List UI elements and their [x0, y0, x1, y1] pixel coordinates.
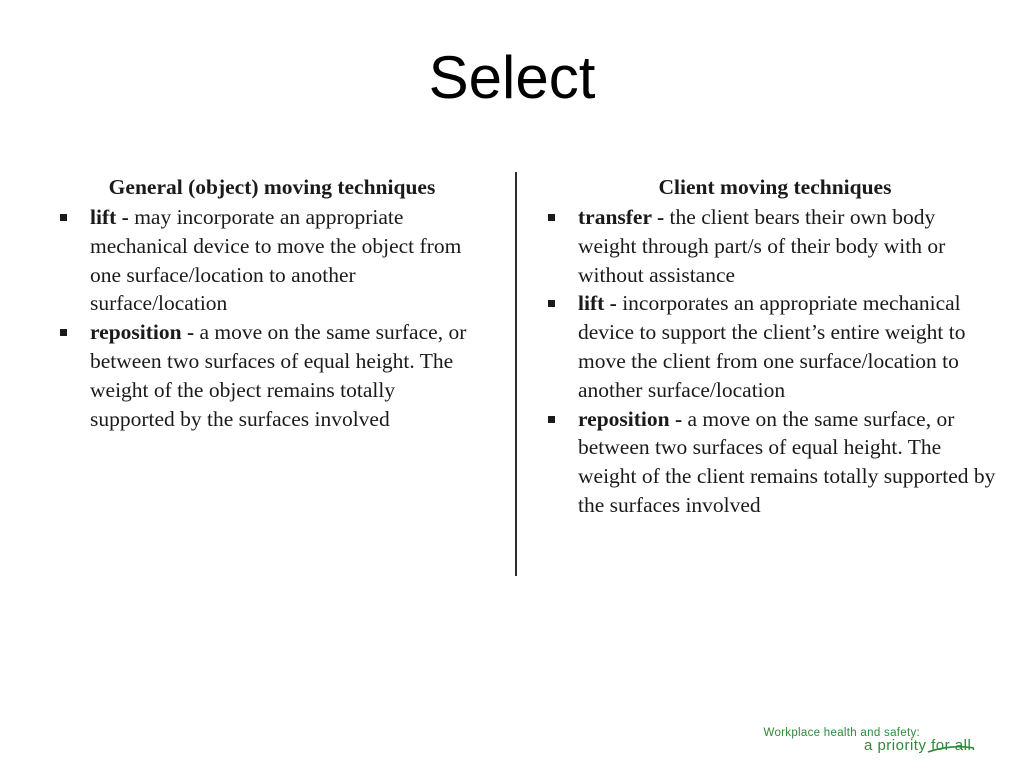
item-term: reposition - — [578, 406, 683, 431]
list-item — [546, 405, 996, 520]
footer-tagline-line1: Workplace health and safety: — [763, 727, 920, 739]
square-bullet-icon — [60, 329, 67, 336]
item-term: transfer - — [578, 205, 665, 229]
square-bullet-icon — [548, 416, 555, 423]
general-techniques-heading: General (object) moving techniques — [108, 175, 436, 199]
item-description: incorporates an appropriate mechanical device to support the client’s entire weight to move the client from one surface/location to another surface/location — [578, 291, 966, 402]
slide-title: Select — [428, 44, 596, 111]
general-techniques-column — [58, 173, 478, 433]
item-term: lift - — [578, 291, 617, 316]
list-item — [546, 289, 996, 404]
client-techniques-list — [546, 203, 996, 520]
square-bullet-icon — [548, 214, 555, 221]
item-term: reposition - — [90, 320, 195, 345]
swoosh-icon — [926, 742, 976, 754]
square-bullet-icon — [60, 214, 67, 221]
square-bullet-icon — [548, 300, 555, 307]
list-item — [58, 203, 478, 318]
list-item — [58, 318, 478, 433]
footer-logo — [748, 724, 988, 760]
footer-tagline-line2: a priority for all. — [863, 737, 976, 754]
item-term: lift - — [90, 205, 129, 229]
column-divider — [515, 172, 517, 576]
client-techniques-column — [546, 173, 996, 520]
item-description: may incorporate an appropriate mechanical device to move the object from one surface/location to another surface/location — [90, 205, 462, 316]
client-techniques-heading: Client moving techniques — [658, 175, 892, 199]
item-description: a move on the same surface, or between two surfaces of equal height. The weight of the client remains totally supported by the surfaces involved — [578, 406, 996, 517]
item-description: a move on the same surface, or between two surfaces of equal height. The weight of the object remains totally supported by the surfaces involved — [90, 320, 467, 431]
list-item — [546, 203, 996, 289]
general-techniques-list — [58, 203, 478, 433]
item-description: the client bears their own body weight through part/s of their body with or without assistance — [578, 205, 946, 287]
